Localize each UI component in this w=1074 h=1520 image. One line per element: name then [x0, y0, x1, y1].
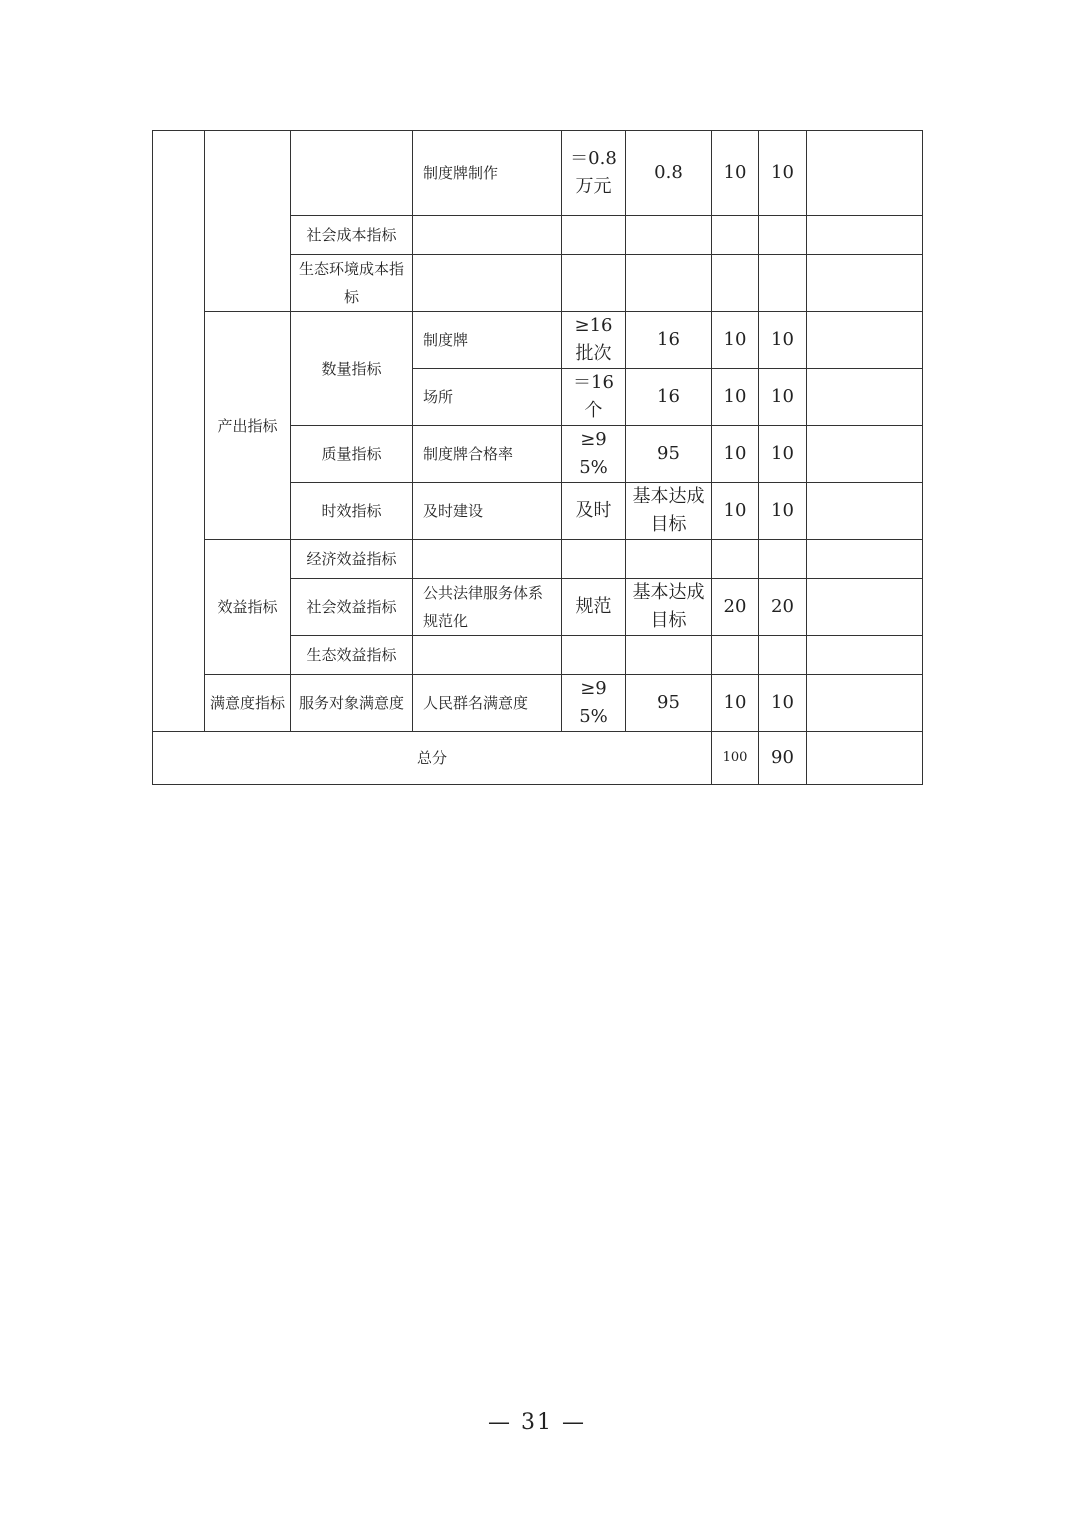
total-row	[153, 732, 923, 785]
weight-cell: 10	[712, 369, 759, 426]
indicator-name-cell	[413, 216, 562, 255]
weight-cell: 20	[712, 579, 759, 636]
target-value-cell: ＝0.8万元	[562, 131, 626, 216]
weight-cell: 10	[712, 131, 759, 216]
level3-indicator-cell: 时效指标	[291, 483, 413, 540]
actual-value-cell	[626, 255, 712, 312]
weight-cell: 10	[712, 312, 759, 369]
actual-value-cell: 基本达成目标	[626, 483, 712, 540]
remark-cell	[807, 255, 923, 312]
table-row	[153, 675, 923, 732]
target-value-cell: ＝16个	[562, 369, 626, 426]
level2-indicator-cell	[205, 131, 291, 312]
target-value-cell: 及时	[562, 483, 626, 540]
total-score: 90	[759, 732, 807, 785]
actual-value-cell: 95	[626, 675, 712, 732]
indicator-name-cell: 制度牌合格率	[413, 426, 562, 483]
indicator-name-cell: 场所	[413, 369, 562, 426]
level3-indicator-cell: 社会效益指标	[291, 579, 413, 636]
remark-cell	[807, 216, 923, 255]
actual-value-cell: 16	[626, 369, 712, 426]
weight-cell	[712, 636, 759, 675]
level2-indicator-cell: 满意度指标	[205, 675, 291, 732]
weight-cell: 10	[712, 426, 759, 483]
weight-cell: 10	[712, 675, 759, 732]
target-value-cell	[562, 636, 626, 675]
level1-indicator-cell	[153, 131, 205, 732]
actual-value-cell	[626, 636, 712, 675]
indicator-name-cell: 及时建设	[413, 483, 562, 540]
score-cell	[759, 216, 807, 255]
indicator-name-cell	[413, 636, 562, 675]
remark-cell	[807, 675, 923, 732]
remark-cell	[807, 483, 923, 540]
indicator-name-cell: 制度牌	[413, 312, 562, 369]
score-cell: 10	[759, 426, 807, 483]
table-row	[153, 131, 923, 216]
remark-cell	[807, 636, 923, 675]
actual-value-cell	[626, 216, 712, 255]
score-cell	[759, 255, 807, 312]
actual-value-cell	[626, 540, 712, 579]
remark-cell	[807, 312, 923, 369]
level3-indicator-cell: 生态效益指标	[291, 636, 413, 675]
level3-indicator-cell: 质量指标	[291, 426, 413, 483]
level3-indicator-cell: 经济效益指标	[291, 540, 413, 579]
score-cell: 10	[759, 131, 807, 216]
weight-cell	[712, 255, 759, 312]
table-row	[153, 312, 923, 369]
score-cell: 20	[759, 579, 807, 636]
remark-cell	[807, 540, 923, 579]
indicator-name-cell: 人民群名满意度	[413, 675, 562, 732]
performance-evaluation-table	[152, 130, 923, 785]
indicator-name-cell: 制度牌制作	[413, 131, 562, 216]
target-value-cell: ≥95%	[562, 426, 626, 483]
score-cell: 10	[759, 312, 807, 369]
indicator-name-cell	[413, 540, 562, 579]
total-label: 总分	[153, 732, 712, 785]
level3-indicator-cell: 生态环境成本指标	[291, 255, 413, 312]
target-value-cell: ≥16批次	[562, 312, 626, 369]
page-number: — 31 —	[488, 1410, 586, 1435]
remark-cell	[807, 131, 923, 216]
total-full-score: 100	[712, 732, 759, 785]
weight-cell	[712, 216, 759, 255]
actual-value-cell: 95	[626, 426, 712, 483]
remark-cell	[807, 579, 923, 636]
weight-cell	[712, 540, 759, 579]
level3-indicator-cell: 服务对象满意度	[291, 675, 413, 732]
score-cell	[759, 540, 807, 579]
total-remark	[807, 732, 923, 785]
target-value-cell	[562, 216, 626, 255]
target-value-cell: 规范	[562, 579, 626, 636]
actual-value-cell: 16	[626, 312, 712, 369]
indicator-name-cell: 公共法律服务体系规范化	[413, 579, 562, 636]
score-cell	[759, 636, 807, 675]
level2-indicator-cell: 产出指标	[205, 312, 291, 540]
target-value-cell: ≥95%	[562, 675, 626, 732]
target-value-cell	[562, 255, 626, 312]
level3-indicator-cell	[291, 131, 413, 216]
actual-value-cell: 0.8	[626, 131, 712, 216]
level3-indicator-cell: 社会成本指标	[291, 216, 413, 255]
actual-value-cell: 基本达成目标	[626, 579, 712, 636]
score-cell: 10	[759, 369, 807, 426]
indicator-name-cell	[413, 255, 562, 312]
level2-indicator-cell: 效益指标	[205, 540, 291, 675]
score-cell: 10	[759, 483, 807, 540]
remark-cell	[807, 369, 923, 426]
score-cell: 10	[759, 675, 807, 732]
table-row	[153, 540, 923, 579]
weight-cell: 10	[712, 483, 759, 540]
target-value-cell	[562, 540, 626, 579]
remark-cell	[807, 426, 923, 483]
level3-indicator-cell: 数量指标	[291, 312, 413, 426]
